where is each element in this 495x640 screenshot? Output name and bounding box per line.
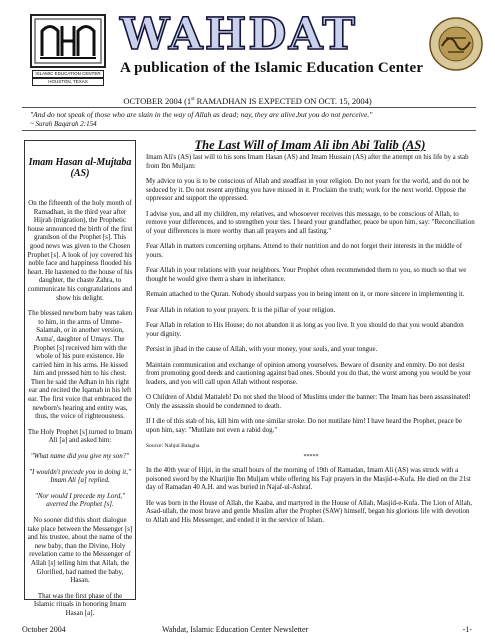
quote-source: ~ Surah Baqarah 2:154 — [30, 120, 97, 128]
sidebar-paragraph: That was the first phase of the Islamic rituals in honoring Imam Hasan [a]. — [33, 591, 127, 617]
section-separator: ***** — [303, 453, 319, 460]
article-paragraph: If I die of this stab of his, kill him with one similar stroke. Do not mutilate him! I have heard the Prophet, peace be upon him, say: "Mutilate not even a rabid dog." — [146, 418, 462, 434]
sidebar-paragraph: "What name did you give my son?" — [30, 452, 130, 461]
article-paragraph: Fear Allah in matters concerning orphans. Attend to their nutrition and do not forget their interests in the middle of yours. — [146, 243, 463, 259]
sidebar-box — [24, 140, 136, 617]
footer-publication: Wahdat, Islamic Education Center Newsletter — [162, 625, 309, 634]
article-paragraph: My advice to you is to be conscious of Allah and steadfast in your religion. Do not yearn for the world, and do not be seduced by it. Do not resent anything you have missed in it. Proclaim the truth; work for the next world. Oppose the oppressor and support the oppressed. — [146, 178, 470, 202]
sidebar-paragraph: The Holy Prophet [s] turned to Imam Ali [a] and asked him: — [27, 427, 133, 445]
logo-text-1: ISLAMIC EDUCATION CENTER — [32, 70, 104, 78]
dateline: OCTOBER 2004 (1st RAMADHAN IS EXPECTED ON OCT. 15, 2004) — [123, 96, 372, 106]
masthead — [22, 8, 477, 92]
sidebar-paragraph: "I wouldn't precede you in doing it," Imam Ali [a] replied. — [29, 467, 131, 485]
article-paragraph: Fear Allah in your relations with your neighbors. Your Prophet often recommended them to you, so much so that we thought he would give them a share in inheritance. — [146, 267, 467, 283]
article-paragraph: I advise you, and all my children, my relatives, and whosoever receives this message, to be conscious of Allah, to remove your differences, and to strengthen your ties. I heard your grandfather, peace be upon him, say: "Reconciliation of your differences is more worthy than all prayers and all fasting." — [146, 210, 475, 235]
sidebar-paragraph: "Nor would I precede my Lord," averred the Prophet [s]. — [34, 491, 126, 509]
article-paragraph: Imam Ali's (AS) last will to his sons Imam Hasan (AS) and Imam Hussain (AS) after the attempt on his life by a stab from Ibn Muljam: — [146, 154, 469, 170]
article-paragraph: Fear Allah in relation to your prayers. It is the pillar of your religion. — [146, 306, 336, 314]
article-source: Source: Nahjul Balagha — [146, 443, 200, 449]
calligraphy-ornament-icon — [422, 14, 490, 74]
article-paragraph: Maintain communication and exchange of opinion among yourselves. Beware of disunity and enmity. Do not desist from promoting good deeds and cautioning against bad ones. Should you do that, the worst among you would be your leaders, and you will call upon Allah without response. — [146, 361, 472, 386]
sidebar-paragraph: On the fifteenth of the holy month of Ramadhan, in the third year after Hijrah (migration), the Prophetic house announced the birth of the first grandson of the Prophet [s]. This good news was given to the Chosen Prophet [s]. A look of joy covered his noble face and happiness flooded his heart. He hastened to the house of his daughter, the chaste Zahra, to communicate his congratulations and show his delight. — [27, 199, 133, 302]
article-paragraph: Persist in jihad in the cause of Allah, with your money, your souls, and your tongue. — [146, 346, 378, 353]
page-footer — [22, 625, 476, 637]
page-number: -1- — [462, 625, 472, 634]
sidebar-paragraph: The blessed newborn baby was taken to him, in the arms of Umme-Salamah, or in another version, Asma', daughter of Umays. The Prophet [s] received him with the whole of his pure existence. He carried him in his arms. He kissed him and pressed him to his chest. Then he said the Adhan in his right ear and recited the Iqamah in his left ear. The first voice that embraced the newborn's hearing and entity was, thus, the voice of righteousness. — [27, 309, 133, 421]
sidebar-title: Imam Hasan al-Mujtaba (AS) — [28, 157, 132, 179]
article-body — [146, 154, 476, 532]
newsletter-title: WAHDAT — [120, 9, 357, 60]
article-paragraph: He was born in the House of Allah, the Kaaba, and martyred in the House of Allah, Masjid-e-Kufa. The Lion of Allah, Asad-ullah, the most brave and gentle Muslim after the Prophet (SAW) himself, began his glorious life with devotion to Allah and His Messenger, and ended it in the service of Islam. — [146, 499, 472, 524]
footer-date: October 2004 — [22, 625, 66, 634]
center-logo — [30, 8, 106, 92]
logo-text-2: HOUSTON, TEXAS — [32, 78, 104, 86]
sidebar-paragraph: No sooner did this short dialogue take place between the Messenger [s] and his trustee, about the name of the new baby, than the Divine, Holy revelation came to the Messenger of Allah [s] telling him that Allah, the Glorified, had named the baby, Hasan. — [27, 516, 133, 585]
article-paragraph: Fear Allah in relation to His House; do not abandon it as long as you live. It you should do that you would abandon your dignity. — [146, 322, 464, 338]
article-paragraph: Remain attached to the Quran. Nobody should surpass you in being intent on it, or more sincere in implementing it. — [146, 291, 465, 298]
article-title: The Last Will of Imam Ali ibn Abi Talib (AS) — [194, 138, 426, 152]
newsletter-subtitle: A publication of the Islamic Education Center — [120, 60, 424, 76]
article-paragraph: In the 40th year of Hijri, in the small hours of the morning of 19th of Ramadan, Imam Ali (AS) was struck with a poisoned sword by the Kharijite Ibn Muljam while offering his Fajr prayers in the Masjid-e-Kufa. He died on the 21st day of Ramadan 40 A.H. and was buried in Najaf-ul-Ashraf. — [146, 467, 471, 491]
divider — [22, 130, 476, 131]
logo-emblem-icon — [30, 14, 106, 68]
quran-quote: "And do not speak of those who are slain in the way of Allah as dead; nay, they are alive,but you do not perceive." — [30, 110, 373, 119]
divider — [22, 107, 476, 108]
article-paragraph: O Children of Abdul Mattaleb! Do not shed the blood of Muslims under the banner: The Imam has been assassinated! Only the assassin should be condemned to death. — [146, 394, 471, 410]
